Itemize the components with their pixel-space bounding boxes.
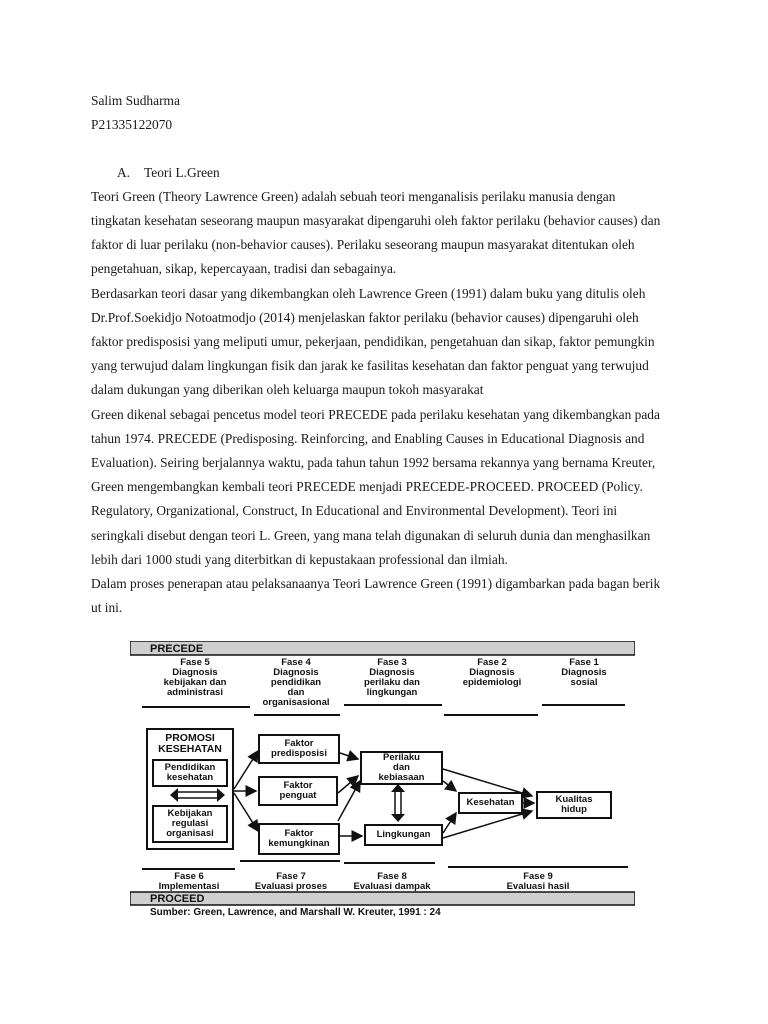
phase-3: Fase 3 Diagnosis perilaku dan lingkungan bbox=[364, 657, 420, 698]
body-line: Dr.Prof.Soekidjo Notoatmodjo (2014) menjelaskan faktor perilaku (behavior causes) dipengaruhi oleh bbox=[91, 310, 639, 325]
body-line: Green mengembangkan kembali teori PRECEDE menjadi PRECEDE-PROCEED. PROCEED (Policy. bbox=[91, 479, 643, 494]
body-line: tahun 1974. PRECEDE (Predisposing. Reinforcing, and Enabling Causes in Educational Diagnosis and bbox=[91, 431, 645, 446]
body-line: ut ini. bbox=[91, 600, 123, 615]
phase-7: Fase 7 Evaluasi proses bbox=[254, 871, 328, 892]
phase-6: Fase 6 Implementasi bbox=[158, 871, 220, 892]
body-line: Teori Green (Theory Lawrence Green) adalah sebuah teori menganalisis perilaku manusia dengan bbox=[91, 189, 616, 204]
phase-5: Fase 5 Diagnosis kebijakan dan administrasi bbox=[163, 657, 227, 698]
diagram-source: Sumber: Green, Lawrence, and Marshall W. Kreuter, 1991 : 24 bbox=[150, 907, 441, 918]
section-title: Teori L.Green bbox=[144, 165, 220, 180]
body-line: yang terwujud dalam lingkungan fisik dan jarak ke fasilitas kesehatan dan faktor penguat yang terwujud bbox=[91, 358, 649, 373]
faktor-predisposisi-box: Faktor predisposisi bbox=[258, 734, 340, 764]
body-line: faktor predisposisi yang meliputi umur, pekerjaan, pendidikan, pengetahuan dan sikap, faktor pemungkin bbox=[91, 334, 655, 349]
precede-label: PRECEDE bbox=[150, 643, 204, 655]
body-line: lebih dari 1000 studi yang diterbitkan di kepustakaan professional dan ilmiah. bbox=[91, 552, 508, 567]
phase-2: Fase 2 Diagnosis epidemiologi bbox=[462, 657, 522, 688]
promosi-kesehatan-label: PROMOSI KESEHATAN bbox=[158, 732, 222, 755]
precede-proceed-diagram bbox=[130, 641, 635, 919]
phase-1: Fase 1 Diagnosis sosial bbox=[561, 657, 607, 688]
author-name: Salim Sudharma bbox=[91, 93, 180, 108]
body-line: pengetahuan, sikap, kepercayaan, tradisi dan sebagainya. bbox=[91, 261, 397, 276]
body-line: dalam dukungan yang diberikan oleh keluarga maupun tokoh masyarakat bbox=[91, 382, 484, 397]
body-line: faktor di luar perilaku (non-behavior causes). Perilaku seseorang maupun masyarakat ditentukan oleh bbox=[91, 237, 635, 252]
body-line: Evaluation). Seiring berjalannya waktu, pada tahun tahun 1992 bersama rekannya yang bernama Kreuter, bbox=[91, 455, 656, 470]
phase-4: Fase 4 Diagnosis pendidikan dan organisasional bbox=[262, 657, 330, 708]
lingkungan-box: Lingkungan bbox=[364, 824, 443, 846]
body-line: Berdasarkan teori dasar yang dikembangkan oleh Lawrence Green (1991) dalam buku yang ditulis oleh bbox=[91, 286, 646, 301]
kualitas-hidup-box: Kualitas hidup bbox=[536, 791, 612, 819]
perilaku-box: Perilaku dan kebiasaan bbox=[360, 751, 443, 785]
faktor-kemungkinan-box: Faktor kemungkinan bbox=[258, 823, 340, 855]
body-line: tingkatan kesehatan seseorang maupun masyarakat dipengaruhi oleh faktor perilaku (behavior causes) dan bbox=[91, 213, 661, 228]
proceed-label: PROCEED bbox=[150, 893, 205, 905]
pendidikan-kesehatan-box: Pendidikan kesehatan bbox=[152, 759, 228, 787]
faktor-penguat-box: Faktor penguat bbox=[258, 776, 338, 806]
phase-8: Fase 8 Evaluasi dampak bbox=[353, 871, 431, 892]
body-line: Dalam proses penerapan atau pelaksanaanya Teori Lawrence Green (1991) digambarkan pada bagan berik bbox=[91, 576, 661, 591]
section-heading bbox=[117, 165, 220, 181]
section-marker: A. bbox=[117, 165, 131, 180]
body-line: Green dikenal sebagai pencetus model teori PRECEDE pada perilaku kesehatan yang dikembangkan pada bbox=[91, 407, 660, 422]
author-id: P21335122070 bbox=[91, 117, 173, 132]
phase-9: Fase 9 Evaluasi hasil bbox=[506, 871, 570, 892]
kebijakan-box: Kebijakan regulasi organisasi bbox=[152, 805, 228, 843]
body-line: seringkali disebut dengan teori L. Green, yang mana telah digunakan di seluruh dunia dan menghasilkan bbox=[91, 528, 651, 543]
body-line: Regulatory, Organizational, Construct, In Educational and Environmental Development). Teori ini bbox=[91, 503, 618, 518]
kesehatan-box: Kesehatan bbox=[458, 792, 523, 814]
